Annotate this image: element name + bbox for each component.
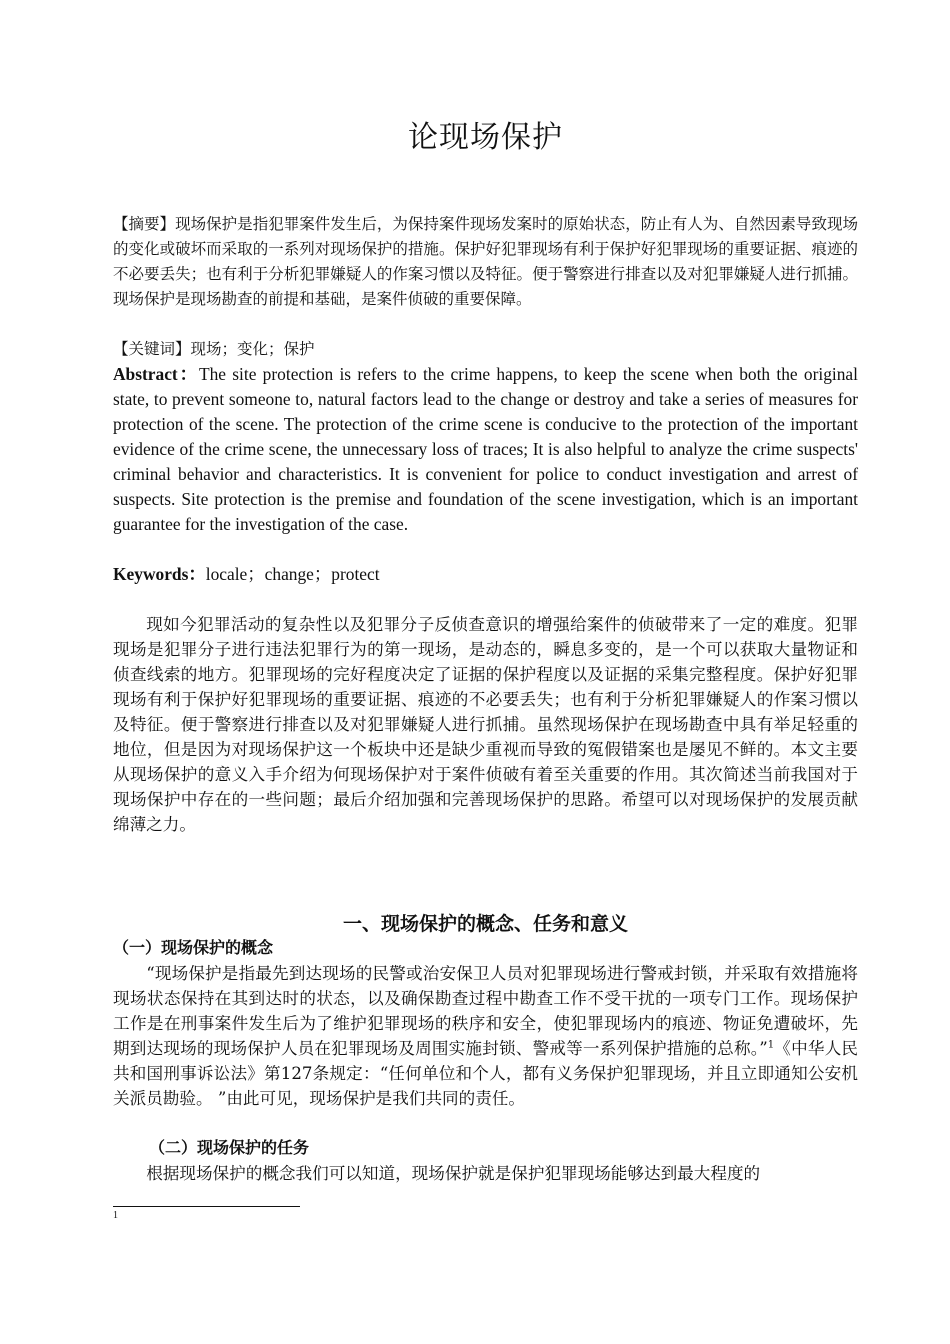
keywords-label: 【关键词】	[113, 340, 191, 358]
concept-text-before-footnote: “现场保护是指最先到达现场的民警或治安保卫人员对犯罪现场进行警戒封锁，并采取有效措施将现场状态保持在其到达时的状态，以及确保勘查过程中勘查工作不受干扰的一项专门工作。现场保护工作是在刑事案件发生后为了维护犯罪现场的秩序和安全，使犯罪现场内的痕迹、物证免遭破坏，先期到达现场的现场保护人员在犯罪现场及周围实施封锁、警戒等一系列保护措施的总称。”	[113, 964, 858, 1058]
footnote-number: 1	[113, 1210, 118, 1221]
footnote-reference[interactable]: 1	[767, 1039, 775, 1051]
subsection-heading-concept: （一）现场保护的概念	[113, 938, 274, 957]
abstract-label: 【摘要】	[113, 215, 176, 233]
abstract-chinese	[113, 212, 858, 312]
section-heading-1: 一、现场保护的概念、任务和意义	[342, 913, 628, 935]
keywords-en-text: locale；change；protect	[205, 564, 380, 584]
concept-text-after-footnote: 《中华人民共和国刑事诉讼法》第127条规定：“任何单位和个人，都有义务保护犯罪现场，并且立即通知公安机关派员勘验。 ”由此可见，现场保护是我们共同的责任。	[113, 1039, 859, 1108]
page-title: 论现场保护	[408, 120, 563, 155]
intro-paragraph: 现如今犯罪活动的复杂性以及犯罪分子反侦查意识的增强给案件的侦破带来了一定的难度。犯罪现场是犯罪分子进行违法犯罪行为的第一现场，是动态的，瞬息多变的，是一个可以获取大量物证和侦查线索的地方。犯罪现场的完好程度决定了证据的保护程度以及证据的采集完整程度。保护好犯罪现场有利于保护好犯罪现场的重要证据、痕迹的不必要丢失；也有利于分析犯罪嫌疑人的作案习惯以及特征。便于警察进行排查以及对犯罪嫌疑人进行抓捕。虽然现场保护在现场勘查中具有举足轻重的地位，但是因为对现场保护这一个板块中还是缺少重视而导致的冤假错案也是屡见不鲜的。本文主要从现场保护的意义入手介绍为何现场保护对于案件侦破有着至关重要的作用。其次简述当前我国对于现场保护中存在的一些问题；最后介绍加强和完善现场保护的思路。希望可以对现场保护的发展贡献绵薄之力。	[113, 615, 858, 834]
footnote-divider	[113, 1206, 300, 1207]
task-paragraph: 根据现场保护的概念我们可以知道，现场保护就是保护犯罪现场能够达到最大程度的	[146, 1164, 761, 1183]
concept-paragraph	[113, 961, 858, 1111]
abstract-text: 现场保护是指犯罪案件发生后，为保持案件现场发案时的原始状态，防止有人为、自然因素导致现场的变化或破坏而采取的一系列对现场保护的措施。保护好犯罪现场有利于保护好犯罪现场的重要证据、痕迹的不必要丢失；也有利于分析犯罪嫌疑人的作案习惯以及特征。便于警察进行排查以及对犯罪嫌疑人进行抓捕。现场保护是现场勘查的前提和基础，是案件侦破的重要保障。	[113, 215, 858, 308]
abstract-english	[113, 362, 858, 537]
abstract-en-label: Abstract：	[113, 364, 199, 384]
subsection-heading-task: （二）现场保护的任务	[149, 1138, 310, 1157]
keywords-en-label: Keywords：	[113, 564, 206, 584]
keywords-english	[113, 562, 858, 587]
keywords-chinese	[113, 337, 858, 362]
abstract-en-text: The site protection is refers to the crime happens, to keep the scene when both the original state, to prevent someone to, natural factors lead to the change or destroy and take a series of measures for protection of the scene. The protection of the crime scene is conducive to the protection of the important evidence of the crime scene, the unnecessary loss of traces; It is also helpful to analyze the crime suspects' criminal behavior and characteristics. It is convenient for police to conduct investigation and arrest of suspects. Site protection is the premise and foundation of the scene investigation, which is an important guarantee for the investigation of the case.	[113, 364, 858, 534]
keywords-text: 现场；变化；保护	[190, 340, 315, 358]
